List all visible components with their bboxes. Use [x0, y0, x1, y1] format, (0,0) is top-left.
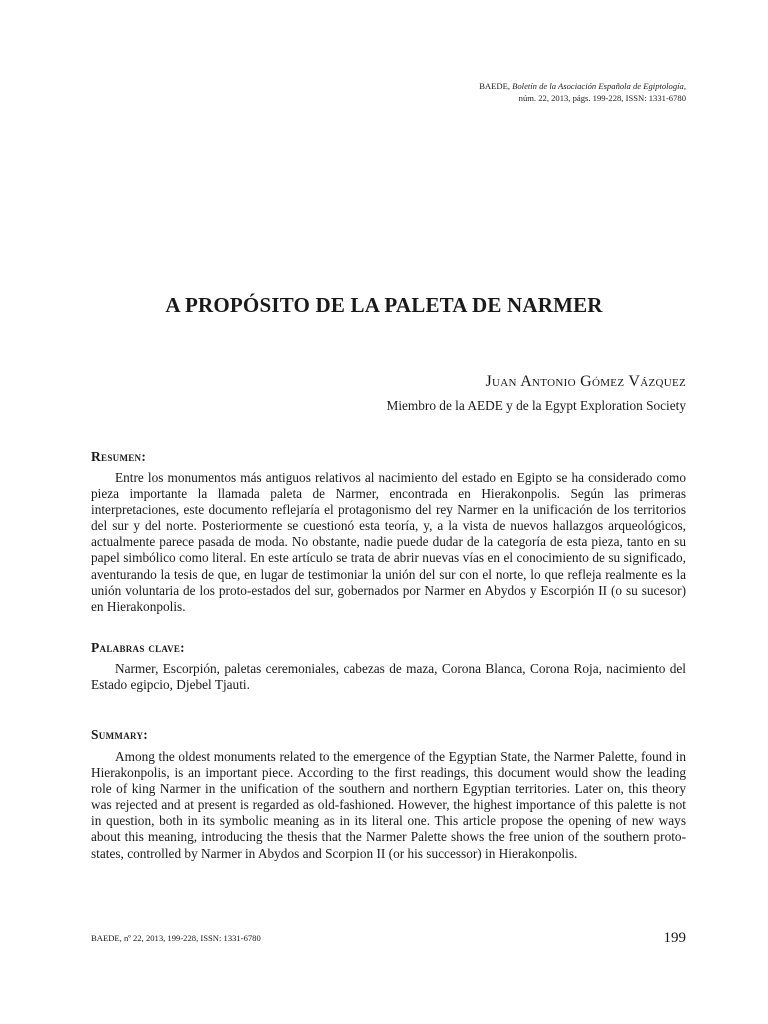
author-name: Juan Antonio Gómez Vázquez	[485, 373, 686, 390]
resumen-heading: Resumen:	[91, 449, 147, 464]
journal-issue-line: núm. 22, 2013, págs. 199-228, ISSN: 1331-6780	[518, 93, 686, 103]
footer-citation: BAEDE, nº 22, 2013, 199-228, ISSN: 1331-6780	[91, 933, 261, 943]
resumen-text: Entre los monumentos más antiguos relativos al nacimiento del estado en Egipto se ha considerado como pieza importante la llamada paleta de Narmer, encontrada en Hierakonpolis. Según las primeras interpretaciones, este documento reflejaría el protagonismo del rey Narmer en la unificación de los territorios del sur y del norte. Posteriormente se cuestionó esta teoría, y, a la vista de nuevos hallazgos arqueológicos, actualmente parece pasada de moda. No obstante, nadie puede dudar de la categoría de esta pieza, tanto en su papel simbólico como literal. En este artículo se trata de abrir nuevas vías en el conocimiento de su significado, aventurando la tesis de que, en lugar de testimoniar la unión del sur con el norte, lo que refleja realmente es la unión voluntaria de los proto-estados del sur, gobernados por Narmer en Abydos y Escorpión II (o su sucesor) en Hierakonpolis.	[91, 470, 686, 614]
summary-text: Among the oldest monuments related to the emergence of the Egyptian State, the Narmer Palette, found in Hierakonpolis, is an important piece. According to the first readings, this document would show the leading role of king Narmer in the unification of the southern and northern Egyptian territories. Later on, this theory was rejected and at present is regarded as old-fashioned. However, the highest importance of this palette is not in question, both in its symbolic meaning as in its literal one. This article propose the opening of new ways about this meaning, introducing the thesis that the Narmer Palette shows the free union of the southern proto-states, controlled by Narmer in Abydos and Scorpion II (or his successor) in Hierakonpolis.	[91, 749, 686, 861]
palabras-clave-heading: Palabras clave:	[91, 640, 185, 655]
author-affiliation: Miembro de la AEDE y de la Egypt Exploration Society	[386, 398, 686, 413]
page-number: 199	[663, 930, 686, 946]
summary-heading: Summary:	[91, 727, 149, 742]
journal-name: Boletín de la Asociación Española de Egiptología	[512, 81, 684, 91]
journal-title-line	[479, 80, 686, 92]
paper-title: A PROPÓSITO DE LA PALETA DE NARMER	[165, 293, 603, 317]
palabras-clave-text: Narmer, Escorpión, paletas ceremoniales, cabezas de maza, Corona Blanca, Corona Roja, nacimiento del Estado egipcio, Djebel Tjauti.	[91, 661, 686, 693]
journal-abbr: BAEDE,	[479, 81, 510, 91]
journal-header	[479, 80, 686, 104]
journal-suffix: ,	[683, 81, 686, 91]
